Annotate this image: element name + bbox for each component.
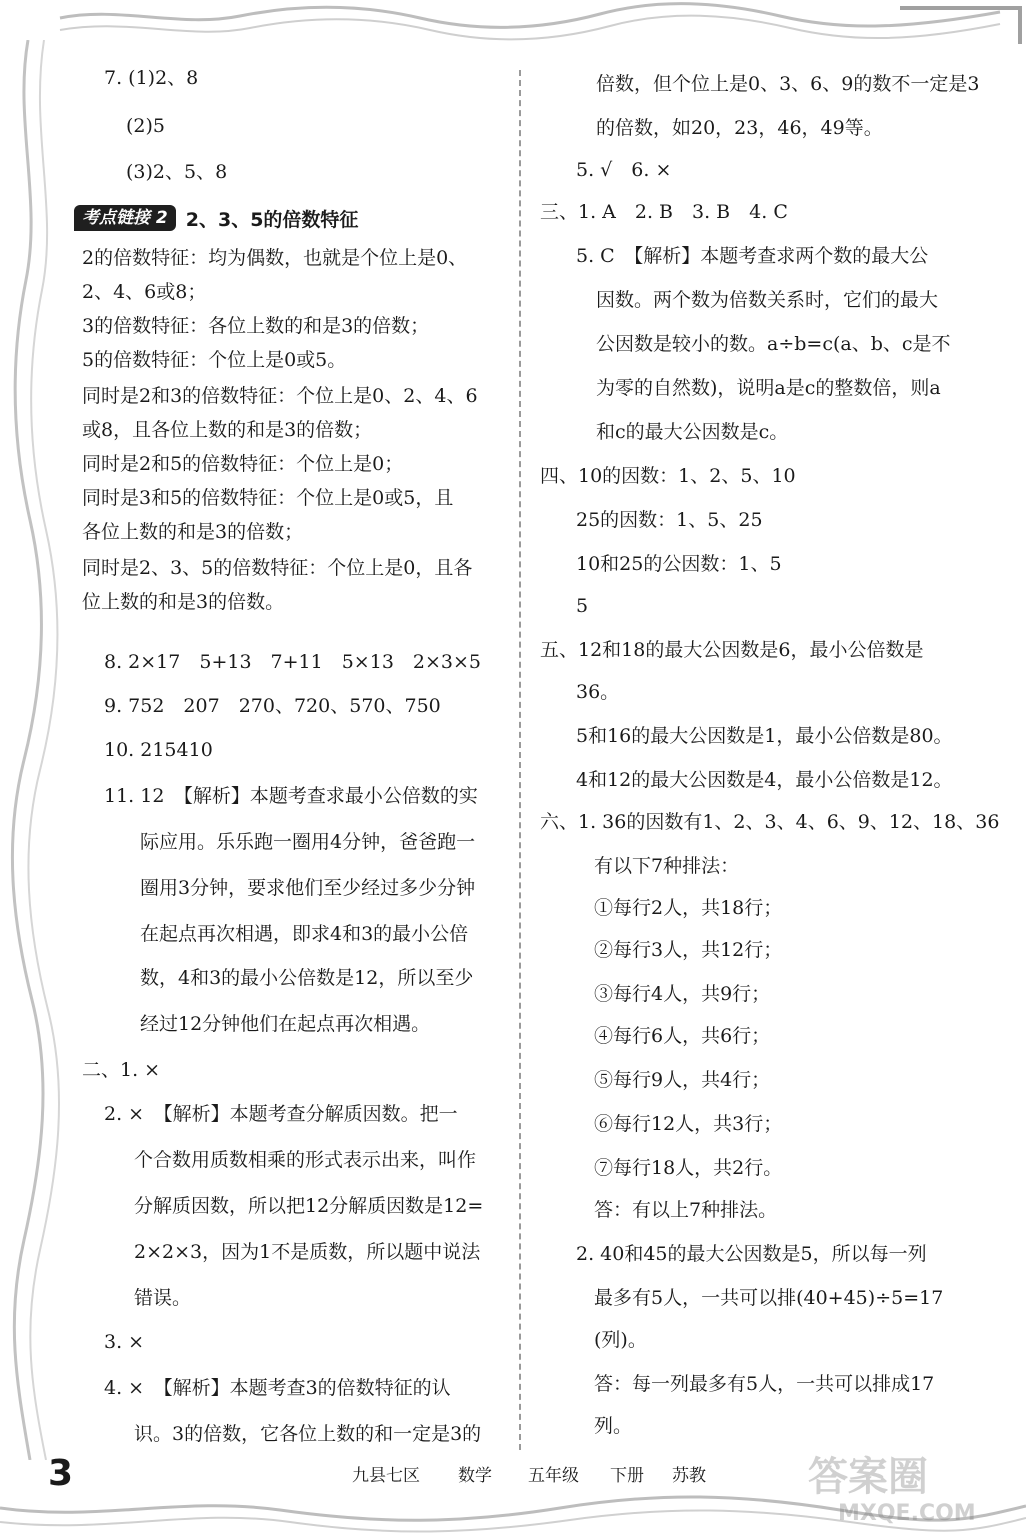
section-2-answer-4-line-1: 4. × 【解析】本题考查3的倍数特征的认 [104,1377,451,1399]
page-number: 3 [48,1453,74,1494]
section-4-line-1: 四、10的因数：1、2、5、10 [540,465,796,487]
section-3-answer-5-line-5: 和c的最大公因数是c。 [596,421,789,443]
answer-11-line-2: 际应用。乐乐跑一圈用4分钟，爸爸跑一 [140,831,476,853]
section-6-q2-line-1: 2. 40和45的最大公因数是5，所以每一列 [576,1243,927,1265]
footer-edition: 苏教 [672,1466,706,1486]
section-3-answer-5-line-4: 为零的自然数)，说明a是c的整数倍，则a [596,377,941,399]
right-line-1: 倍数，但个位上是0、3、6、9的数不一定是3 [596,73,980,95]
answer-9: 9. 752 207 270、720、570、750 [104,695,441,717]
footer-subject: 数学 [458,1466,492,1486]
knowledge-line-9: 各位上数的和是3的倍数； [82,521,304,543]
section-6-q2-line-3: (列)。 [594,1329,647,1351]
knowledge-line-10: 同时是2、3、5的倍数特征：个位上是0，且各 [82,557,473,579]
column-divider [519,70,521,1450]
section-6-q2-answer-line-2: 列。 [594,1415,633,1437]
knowledge-link-title: 2、3、5的倍数特征 [185,208,359,231]
answer-11-line-3: 圈用3分钟，要求他们至少经过多少分钟 [140,877,476,899]
answer-11-line-6: 经过12分钟他们在起点再次相遇。 [140,1013,431,1035]
knowledge-line-3: 3的倍数特征：各位上数的和是3的倍数； [82,315,430,337]
section-2-answer-3: 3. × [104,1331,145,1353]
section-3-answers: 三、1. A 2. B 3. B 4. C [540,201,788,223]
section-5-line-4: 4和12的最大公因数是4，最小公倍数是12。 [576,769,953,791]
watermark-logo [798,1446,1008,1526]
knowledge-link-header [74,204,358,232]
section-6-arrangement-1: ①每行2人，共18行； [594,897,783,919]
section-6-answer-1: 答：有以上7种排法。 [594,1199,778,1221]
section-6-arrangement-3: ③每行4人，共9行； [594,983,771,1005]
watermark-text: 答案圈 [808,1454,928,1500]
section-5-line-3: 5和16的最大公因数是1，最小公倍数是80。 [576,725,953,747]
section-6-q2-line-2: 最多有5人，一共可以排(40+45)÷5=17 [594,1287,944,1309]
section-6-arrangement-4: ④每行6人，共6行； [594,1025,771,1047]
section-4-line-3: 10和25的公因数：1、5 [576,553,782,575]
footer-series: 九县七区 [352,1466,420,1486]
section-6-arrangement-6: ⑥每行12人，共3行； [594,1113,783,1135]
section-3-answer-5-line-1: 5. C 【解析】本题考查求两个数的最大公 [576,245,929,267]
section-3-answer-5-line-3: 公因数是较小的数。a÷b=c(a、b、c是不 [596,333,951,355]
section-4-line-4: 5 [576,595,589,617]
section-2-answer-4-line-2: 识。3的倍数，它各位上数的和一定是3的 [134,1423,482,1445]
answer-8: 8. 2×17 5+13 7+11 5×13 2×3×5 [104,651,482,673]
answer-7-3: (3)2、5、8 [126,161,228,183]
knowledge-line-11: 位上数的和是3的倍数。 [82,591,285,613]
knowledge-line-5: 同时是2和3的倍数特征：个位上是0、2、4、6 [82,385,478,407]
left-wave-border [0,40,70,1460]
knowledge-line-2: 2、4、6或8； [82,281,207,303]
footer-grade: 五年级 [528,1466,579,1486]
section-2-answer-2-line-4: 2×2×3，因为1不是质数，所以题中说法 [134,1241,481,1263]
right-line-3: 5. √ 6. × [576,159,672,181]
section-2-answer-2-line-2: 个合数用质数相乘的形式表示出来，叫作 [134,1149,477,1171]
answer-11-line-4: 在起点再次相遇，即求4和3的最小公倍 [140,923,469,945]
section-5-line-1: 五、12和18的最大公因数是6，最小公倍数是 [540,639,924,661]
answer-10: 10. 215410 [104,739,213,761]
right-line-2: 的倍数，如20，23，46，49等。 [596,117,883,139]
answer-11-line-1: 11. 12 【解析】本题考查求最小公倍数的实 [104,785,478,807]
section-5-line-2: 36。 [576,681,620,703]
section-2-answer-2-line-1: 2. × 【解析】本题考查分解质因数。把一 [104,1103,458,1125]
knowledge-line-8: 同时是3和5的倍数特征：个位上是0或5，且 [82,487,454,509]
section-6-arrangement-2: ②每行3人，共12行； [594,939,783,961]
footer-volume: 下册 [610,1466,644,1486]
knowledge-line-6: 或8，且各位上数的和是3的倍数； [82,419,373,441]
section-6-line-2: 有以下7种排法： [594,855,740,877]
knowledge-line-7: 同时是2和5的倍数特征：个位上是0； [82,453,404,475]
answer-11-line-5: 数，4和3的最小公倍数是12，所以至少 [140,967,474,989]
section-6-arrangement-5: ⑤每行9人，共4行； [594,1069,771,1091]
section-3-answer-5-line-2: 因数。两个数为倍数关系时，它们的最大 [596,289,939,311]
knowledge-link-badge: 考点链接 2 [74,205,176,231]
top-wave-border [0,0,1026,50]
section-6-arrangement-7: ⑦每行18人，共2行。 [594,1157,783,1179]
section-4-line-2: 25的因数：1、5、25 [576,509,763,531]
answer-7-2: (2)5 [126,115,166,137]
section-6-q2-answer-line-1: 答：每一列最多有5人，一共可以排成17 [594,1373,935,1395]
section-2-answer-2-line-5: 错误。 [134,1287,192,1309]
section-6-line-1: 六、1. 36的因数有1、2、3、4、6、9、12、18、36 [540,811,1000,833]
answer-7-1: 7. (1)2、8 [104,67,199,89]
knowledge-line-1: 2的倍数特征：均为偶数，也就是个位上是0、 [82,247,468,269]
section-2-answer-1: 二、1. × [82,1059,161,1081]
watermark-url: MXQE.COM [838,1501,976,1526]
section-2-answer-2-line-3: 分解质因数，所以把12分解质因数是12= [134,1195,484,1217]
knowledge-line-4: 5的倍数特征：个位上是0或5。 [82,349,347,371]
